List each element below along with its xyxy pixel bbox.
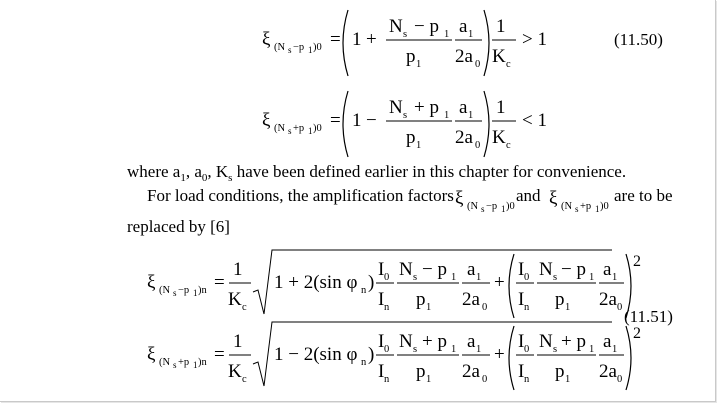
eq2-a0: 2a bbox=[455, 127, 473, 148]
inline-xi-plus-end: )0 bbox=[600, 201, 609, 212]
eq2-minus: − bbox=[366, 110, 377, 131]
eq1151-r2-a1: a bbox=[467, 331, 476, 352]
eq1151-r2-op: + p bbox=[422, 331, 447, 352]
eq1150-K: K bbox=[492, 46, 506, 67]
eq2-one: 1 bbox=[352, 110, 362, 131]
eq2-sub-rest: +p bbox=[293, 123, 305, 134]
eq1151-r2-rparen bbox=[626, 326, 631, 390]
equation-number-11-50: (11.50) bbox=[614, 30, 663, 49]
eq1151-r1-sub-s: s bbox=[173, 288, 177, 298]
eq1151-r1-K: K bbox=[228, 289, 242, 310]
eq1150-a1: a bbox=[459, 16, 468, 37]
inline-xi-minus-sub: (N bbox=[467, 201, 479, 212]
eq1151-r2-opb: + p bbox=[561, 331, 586, 352]
prose-line-2-end: are to be bbox=[614, 186, 673, 205]
eq1151-r2-p1-sub: 1 bbox=[451, 344, 457, 355]
eq1151-r2-N: N bbox=[399, 331, 413, 352]
inline-xi-plus: ξ bbox=[549, 188, 558, 209]
eq1150-sub-open: (N bbox=[274, 42, 286, 53]
prose-line1-d: have been defined earlier in this chapter for convenience. bbox=[232, 162, 627, 181]
eq1151-r2-phi-sub: n bbox=[361, 357, 367, 368]
eq2-relation: < 1 bbox=[522, 110, 547, 131]
inline-xi-minus-1: 1 bbox=[501, 204, 506, 214]
eq1151-r2-I0: I bbox=[378, 331, 385, 352]
eq1151-r1-a0: 2a bbox=[462, 289, 480, 310]
eq2-lparen bbox=[343, 91, 348, 157]
equation-11-51-row2 bbox=[147, 322, 641, 390]
eq1151-r2-a0: 2a bbox=[462, 361, 480, 382]
eq1150-xi: ξ bbox=[262, 29, 271, 50]
eq1150-K-sub: c bbox=[506, 59, 511, 70]
eq1151-r2-a1b-sub: 1 bbox=[612, 344, 618, 355]
eq1150-plus: + bbox=[366, 29, 377, 50]
inline-xi-plus-sub: (N bbox=[561, 201, 573, 212]
eq1150-num-1: 1 bbox=[444, 29, 450, 40]
prose-line1-b: , a bbox=[185, 162, 202, 181]
eq1151-r1-In: I bbox=[378, 289, 385, 310]
eq1151-r2-sub-end: )n bbox=[198, 357, 207, 368]
eq1151-r1-a1b: a bbox=[603, 259, 612, 280]
eq2-rparen bbox=[484, 91, 489, 157]
eq1151-r2-I0b-sub: 0 bbox=[524, 344, 530, 355]
eq1151-r2-p1b-sub: 1 bbox=[589, 344, 595, 355]
prose-inline-xi-1 bbox=[455, 188, 515, 214]
equation-11-51-row1 bbox=[147, 250, 641, 318]
eq1151-r2-K-sub: c bbox=[242, 374, 247, 385]
eq1150-equals: = bbox=[330, 29, 341, 50]
eq1151-r2-lparen bbox=[509, 326, 514, 390]
prose-line1-a: where a bbox=[127, 162, 181, 181]
equation-second bbox=[262, 91, 547, 157]
equation-number-11-51: (11.51) bbox=[624, 307, 673, 326]
eq1150-relation: > 1 bbox=[522, 29, 547, 50]
eq1151-r1-a0-sub: 0 bbox=[482, 302, 488, 313]
eq1150-a0-sub: 0 bbox=[475, 59, 481, 70]
eq1151-r2-close: ) bbox=[368, 344, 375, 365]
eq1151-r1-xi: ξ bbox=[147, 272, 156, 293]
eq1150-num-op: − p bbox=[414, 16, 439, 37]
eq1151-r1-close: ) bbox=[368, 272, 375, 293]
eq1151-r1-p1-sub: 1 bbox=[451, 272, 457, 283]
eq1151-r1-K-sub: c bbox=[242, 302, 247, 313]
eq1151-r1-In-sub: n bbox=[384, 302, 390, 313]
eq1151-r2-Inb-sub: n bbox=[524, 374, 530, 385]
eq2-equals: = bbox=[330, 110, 341, 131]
inline-xi-minus: ξ bbox=[455, 188, 464, 209]
eq1151-r2-a0b-sub: 0 bbox=[617, 374, 623, 385]
inline-xi-plus-1: 1 bbox=[595, 204, 600, 214]
eq1150-sub-1: 1 bbox=[308, 45, 313, 55]
eq1151-r1-op: − p bbox=[422, 259, 447, 280]
eq1151-r2-sub-s: s bbox=[173, 360, 177, 370]
eq1150-one-num: 1 bbox=[496, 16, 506, 37]
eq2-den-1: 1 bbox=[416, 140, 422, 151]
eq2-den-p: p bbox=[406, 127, 416, 148]
eq1151-r1-opb: − p bbox=[561, 259, 586, 280]
eq2-sub-s: s bbox=[288, 126, 292, 136]
eq1151-r2-a0-sub: 0 bbox=[482, 374, 488, 385]
eq1151-r2-a1-sub: 1 bbox=[476, 344, 482, 355]
eq1151-r1-I0-sub: 0 bbox=[384, 272, 390, 283]
eq2-a1-sub: 1 bbox=[468, 110, 474, 121]
eq1150-rparen bbox=[484, 10, 489, 76]
eq1151-r1-phi-sub: n bbox=[361, 285, 367, 296]
prose-line1-s1: 1 bbox=[180, 172, 186, 184]
eq1151-r1-square: 2 bbox=[633, 253, 641, 270]
eq1150-num-N: N bbox=[389, 16, 403, 37]
eq1151-r2-N-sub: s bbox=[413, 344, 418, 355]
prose-line1-s3: s bbox=[228, 172, 233, 184]
eq1150-den-p: p bbox=[406, 46, 416, 67]
eq1151-r2-I0b: I bbox=[518, 331, 525, 352]
eq1151-r1-pb-sub: 1 bbox=[565, 302, 571, 313]
eq1150-a0: 2a bbox=[455, 46, 473, 67]
prose-line1-s2: 0 bbox=[201, 172, 208, 184]
eq2-K-sub: c bbox=[506, 140, 511, 151]
prose-line1-c: , K bbox=[207, 162, 229, 181]
prose-line-2-and: and bbox=[516, 186, 541, 205]
eq1151-r1-I0: I bbox=[378, 259, 385, 280]
eq2-sub-1: 1 bbox=[308, 126, 313, 136]
eq1151-r1-one: 1 bbox=[233, 259, 243, 280]
eq2-one-num: 1 bbox=[496, 97, 506, 118]
prose-line-3: replaced by [6] bbox=[127, 217, 230, 236]
eq1150-sub-end: )0 bbox=[313, 42, 322, 53]
eq2-num-N: N bbox=[389, 97, 403, 118]
inline-xi-minus-rest: −p bbox=[486, 201, 498, 212]
eq1151-r1-plus: + bbox=[494, 272, 505, 293]
eq1150-lparen bbox=[343, 10, 348, 76]
eq1151-r2-Nb: N bbox=[539, 331, 553, 352]
inline-xi-plus-s: s bbox=[575, 204, 579, 214]
eq1151-r1-a0b-sub: 0 bbox=[617, 302, 623, 313]
eq1151-r2-p: p bbox=[416, 361, 426, 382]
eq2-num-1: 1 bbox=[444, 110, 450, 121]
eq1151-r1-a0b: 2a bbox=[599, 289, 617, 310]
eq1151-r2-In-sub: n bbox=[384, 374, 390, 385]
eq1151-r1-I0b-sub: 0 bbox=[524, 272, 530, 283]
eq1151-r1-pb: p bbox=[555, 289, 565, 310]
eq2-K: K bbox=[492, 127, 506, 148]
eq1150-sub-s: s bbox=[288, 45, 292, 55]
eq2-a0-sub: 0 bbox=[475, 140, 481, 151]
prose-line-1 bbox=[127, 162, 626, 184]
eq1151-r2-In: I bbox=[378, 361, 385, 382]
inline-xi-plus-rest: +p bbox=[580, 201, 592, 212]
eq1151-r2-a0b: 2a bbox=[599, 361, 617, 382]
inline-xi-minus-s: s bbox=[481, 204, 485, 214]
eq1150-den-1: 1 bbox=[416, 59, 422, 70]
eq1151-r1-Nb-sub: s bbox=[553, 272, 558, 283]
eq1151-r1-Nb: N bbox=[539, 259, 553, 280]
eq1151-r1-N-sub: s bbox=[413, 272, 418, 283]
eq1151-r2-Nb-sub: s bbox=[553, 344, 558, 355]
eq1151-r1-p: p bbox=[416, 289, 426, 310]
eq1151-r2-Inb: I bbox=[518, 361, 525, 382]
eq2-a1: a bbox=[459, 97, 468, 118]
eq1151-r2-square: 2 bbox=[633, 325, 641, 342]
eq1151-r2-equals: = bbox=[214, 344, 225, 365]
eq1151-r1-sub: (N bbox=[159, 285, 171, 296]
eq1151-r1-a1-sub: 1 bbox=[476, 272, 482, 283]
eq1151-r2-plus: + bbox=[494, 344, 505, 365]
eq1151-r1-p1b-sub: 1 bbox=[589, 272, 595, 283]
eq1151-r2-I0-sub: 0 bbox=[384, 344, 390, 355]
prose-line-2a: For load conditions, the amplification factors bbox=[147, 186, 454, 205]
eq1151-r1-sub-end: )n bbox=[198, 285, 207, 296]
eq1150-sub-rest: −p bbox=[293, 42, 305, 53]
eq1151-r1-I0b: I bbox=[518, 259, 525, 280]
eq1151-r2-one: 1 bbox=[233, 331, 243, 352]
eq1151-r1-Inb: I bbox=[518, 289, 525, 310]
eq1150-one: 1 bbox=[352, 29, 362, 50]
eq2-sub-end: )0 bbox=[313, 123, 322, 134]
eq1151-r2-xi: ξ bbox=[147, 344, 156, 365]
eq1151-r1-a1: a bbox=[467, 259, 476, 280]
eq1151-r2-p-sub: 1 bbox=[426, 374, 432, 385]
eq1151-r2-inner: 1 − 2(sin φ bbox=[274, 344, 358, 365]
eq2-num-s: s bbox=[403, 110, 408, 121]
eq1151-r1-lparen bbox=[509, 254, 514, 318]
eq1151-r1-a1b-sub: 1 bbox=[612, 272, 618, 283]
eq1151-r1-equals: = bbox=[214, 272, 225, 293]
eq2-xi: ξ bbox=[262, 110, 271, 131]
eq2-num-op: + p bbox=[414, 97, 439, 118]
eq1151-r2-sub: (N bbox=[159, 357, 171, 368]
eq1151-r1-sub-1: 1 bbox=[193, 288, 198, 298]
eq1150-num-s: s bbox=[403, 29, 408, 40]
inline-xi-minus-end: )0 bbox=[506, 201, 515, 212]
prose-inline-xi-2 bbox=[549, 188, 609, 214]
eq1151-r1-Inb-sub: n bbox=[524, 302, 530, 313]
eq1151-r1-N: N bbox=[399, 259, 413, 280]
eq1151-r2-K: K bbox=[228, 361, 242, 382]
eq1151-r2-sub-1: 1 bbox=[193, 360, 198, 370]
eq1151-r1-p-sub: 1 bbox=[426, 302, 432, 313]
equation-11-50 bbox=[262, 10, 547, 76]
eq1151-r2-a1b: a bbox=[603, 331, 612, 352]
eq1150-a1-sub: 1 bbox=[468, 29, 474, 40]
eq1151-r1-inner: 1 + 2(sin φ bbox=[274, 272, 358, 293]
eq1151-r2-pb: p bbox=[555, 361, 565, 382]
eq1151-r2-sub-rest: +p bbox=[178, 357, 190, 368]
eq1151-r2-pb-sub: 1 bbox=[565, 374, 571, 385]
eq2-sub-open: (N bbox=[274, 123, 286, 134]
eq1151-r1-sub-rest: −p bbox=[178, 285, 190, 296]
